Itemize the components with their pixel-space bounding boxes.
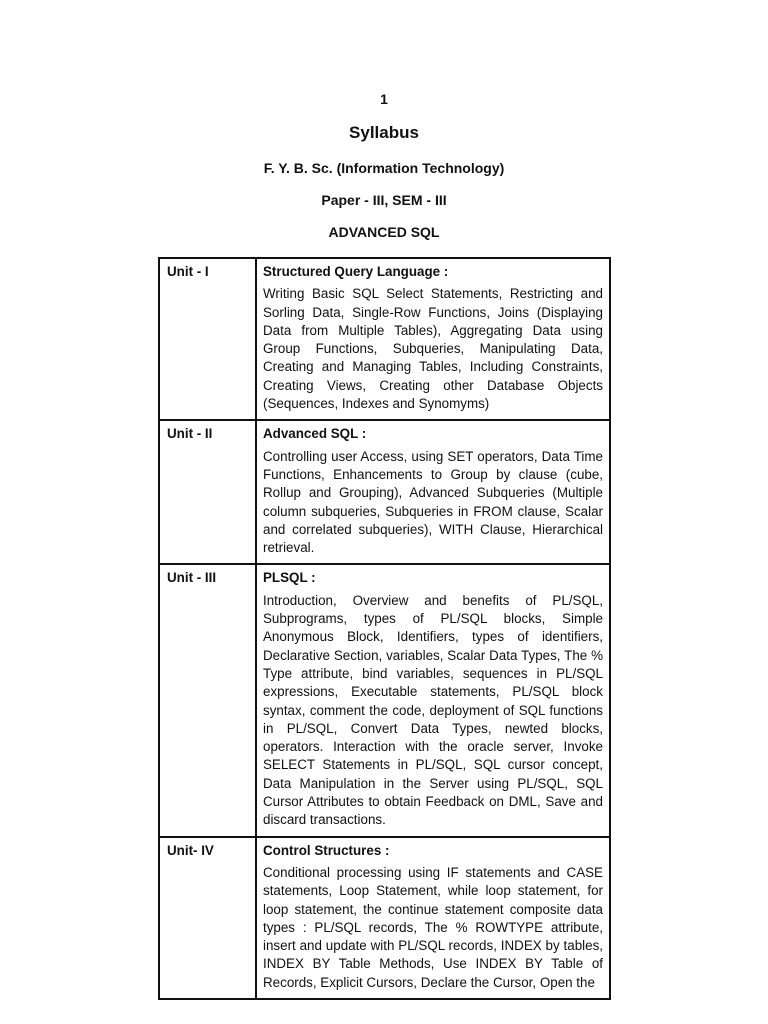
unit-content <box>256 837 610 999</box>
unit-label: Unit - I <box>159 258 256 420</box>
unit-label: Unit - II <box>159 420 256 564</box>
table-row-unit-2 <box>159 420 610 564</box>
unit-heading: Structured Query Language : <box>263 264 449 279</box>
unit-description: Controlling user Access, using SET operators, Data Time Functions, Enhancements to Group by clause (cube, Rollup and Grouping), Advanced Subqueries (Multiple column subqueries, Subqueries in FROM clause, Scalar and correlated subqueries), WITH Clause, Hierarchical retrieval. <box>263 448 603 556</box>
unit-heading: Advanced SQL : <box>263 426 367 442</box>
unit-heading: PLSQL : <box>263 570 316 586</box>
paper-semester: Paper - III, SEM - III <box>321 192 447 208</box>
course-name: F. Y. B. Sc. (Information Technology) <box>263 160 505 176</box>
unit-content <box>256 564 610 836</box>
unit-description: Introduction, Overview and benefits of PL/SQL, Subprograms, types of PL/SQL blocks, Simple Anonymous Block, Identifiers, types of identifiers, Declarative Section, variables, Scalar Data Types, The % Type attribute, bind variables, sequences in PL/SQL expressions, Executable statements, PL/SQL block syntax, comment the code, deployment of SQL functions in PL/SQL, Convert Data Types, newted blocks, operators. Interaction with the oracle server, Invoke SELECT Statements in PL/SQL, SQL cursor concept, Data Manipulation in the Server using PL/SQL, SQL Cursor Attributes to obtain Feedback on DML, Save and discard transactions. <box>263 592 603 828</box>
unit-content <box>256 420 610 564</box>
table-row-unit-3 <box>159 564 610 836</box>
table-row-unit-1 <box>159 258 610 420</box>
unit-label: Unit - III <box>159 564 256 836</box>
table-row-unit-4 <box>159 837 610 999</box>
unit-heading: Control Structures : <box>263 842 390 858</box>
page-title: Syllabus <box>349 123 419 142</box>
unit-label: Unit- IV <box>159 837 256 999</box>
syllabus-table <box>158 257 611 1000</box>
subject-title: ADVANCED SQL <box>328 224 440 240</box>
unit-description: Writing Basic SQL Select Statements, Restricting and Sorling Data, Single-Row Functions, Joins (Displaying Data from Multiple Tables), Aggregating Data using Group Functions, Subqueries, Manipulating Data, Creating and Managing Tables, Including Constraints, Creating Views, Creating other Database Objects (Sequences, Indexes and Synomyms) <box>263 286 603 412</box>
unit-content <box>256 258 610 420</box>
page-number: 1 <box>380 91 388 107</box>
unit-description: Conditional processing using IF statements and CASE statements, Loop Statement, while loop statement, for loop statement, the continue statement composite data types : PL/SQL records, The % ROWTYPE attribute, insert and update with PL/SQL records, INDEX by tables, INDEX BY Table Methods, Use INDEX BY Table of Records, Explicit Cursors, Declare the Cursor, Open the <box>263 864 603 990</box>
